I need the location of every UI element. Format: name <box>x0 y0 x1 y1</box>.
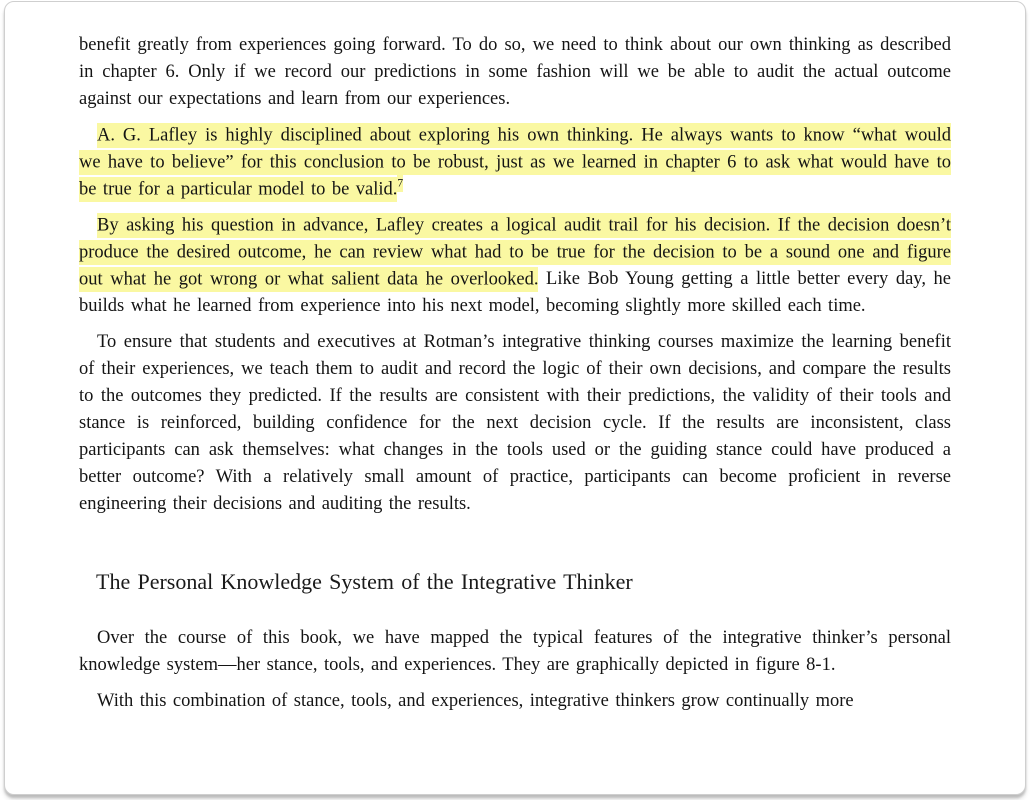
footnote-reference[interactable] <box>397 175 403 192</box>
highlighted-text[interactable]: By asking his question in advance, Lafley creates a logical audit trail for his decision. If the decision doesn’t produce the desired outcome, he can review what had to be true for the decision to be a sound one and figure out what he got wrong or what salient data he overlooked. <box>79 213 951 292</box>
section-heading: The Personal Knowledge System of the Integrative Thinker <box>96 569 633 594</box>
paragraph <box>79 329 951 518</box>
text-segment: benefit greatly from experiences going forward. To do so, we need to think about our own thinking as described in chapter 6. Only if we record our predictions in some fashion will we be able to audit the actual outcome against our expectations and learn from our experiences. <box>79 35 951 109</box>
text-segment: With this combination of stance, tools, and experiences, integrative thinkers grow continually more <box>97 691 854 711</box>
paragraph <box>79 688 951 715</box>
book-page <box>4 1 1026 795</box>
page-text-area <box>5 2 1025 715</box>
highlighted-text[interactable]: A. G. Lafley is highly disciplined about exploring his own thinking. He always wants to know “what would we have to believe” for this conclusion to be robust, just as we learned in chapter 6 to ask what would have to be true for a particular model to be valid. <box>79 123 951 202</box>
paragraph <box>79 32 951 113</box>
paragraph <box>79 122 951 203</box>
text-segment: Over the course of this book, we have mapped the typical features of the integrative thinker’s personal knowledge system—her stance, tools, and experiences. They are graphically depicted in figure 8-1. <box>79 628 951 675</box>
paragraph <box>79 625 951 679</box>
text-segment: To ensure that students and executives at Rotman’s integrative thinking courses maximize the learning benefit of their experiences, we teach them to audit and record the logic of their own decisions, and compare the results to the outcomes they predicted. If the results are consistent with their predictions, the validity of their tools and stance is reinforced, building confidence for the next decision cycle. If the results are inconsistent, class participants can ask themselves: what changes in the tools used or the guiding stance could have produced a better outcome? With a relatively small amount of practice, participants can become proficient in reverse engineering their decisions and auditing the results. <box>79 332 951 514</box>
highlighted-text[interactable]: 7 <box>397 175 403 192</box>
text-segment: Like Bob Young getting a little better every day, he builds what he learned from experience into his next model, becoming slightly more skilled each time. <box>79 269 951 316</box>
paragraph <box>79 212 951 320</box>
